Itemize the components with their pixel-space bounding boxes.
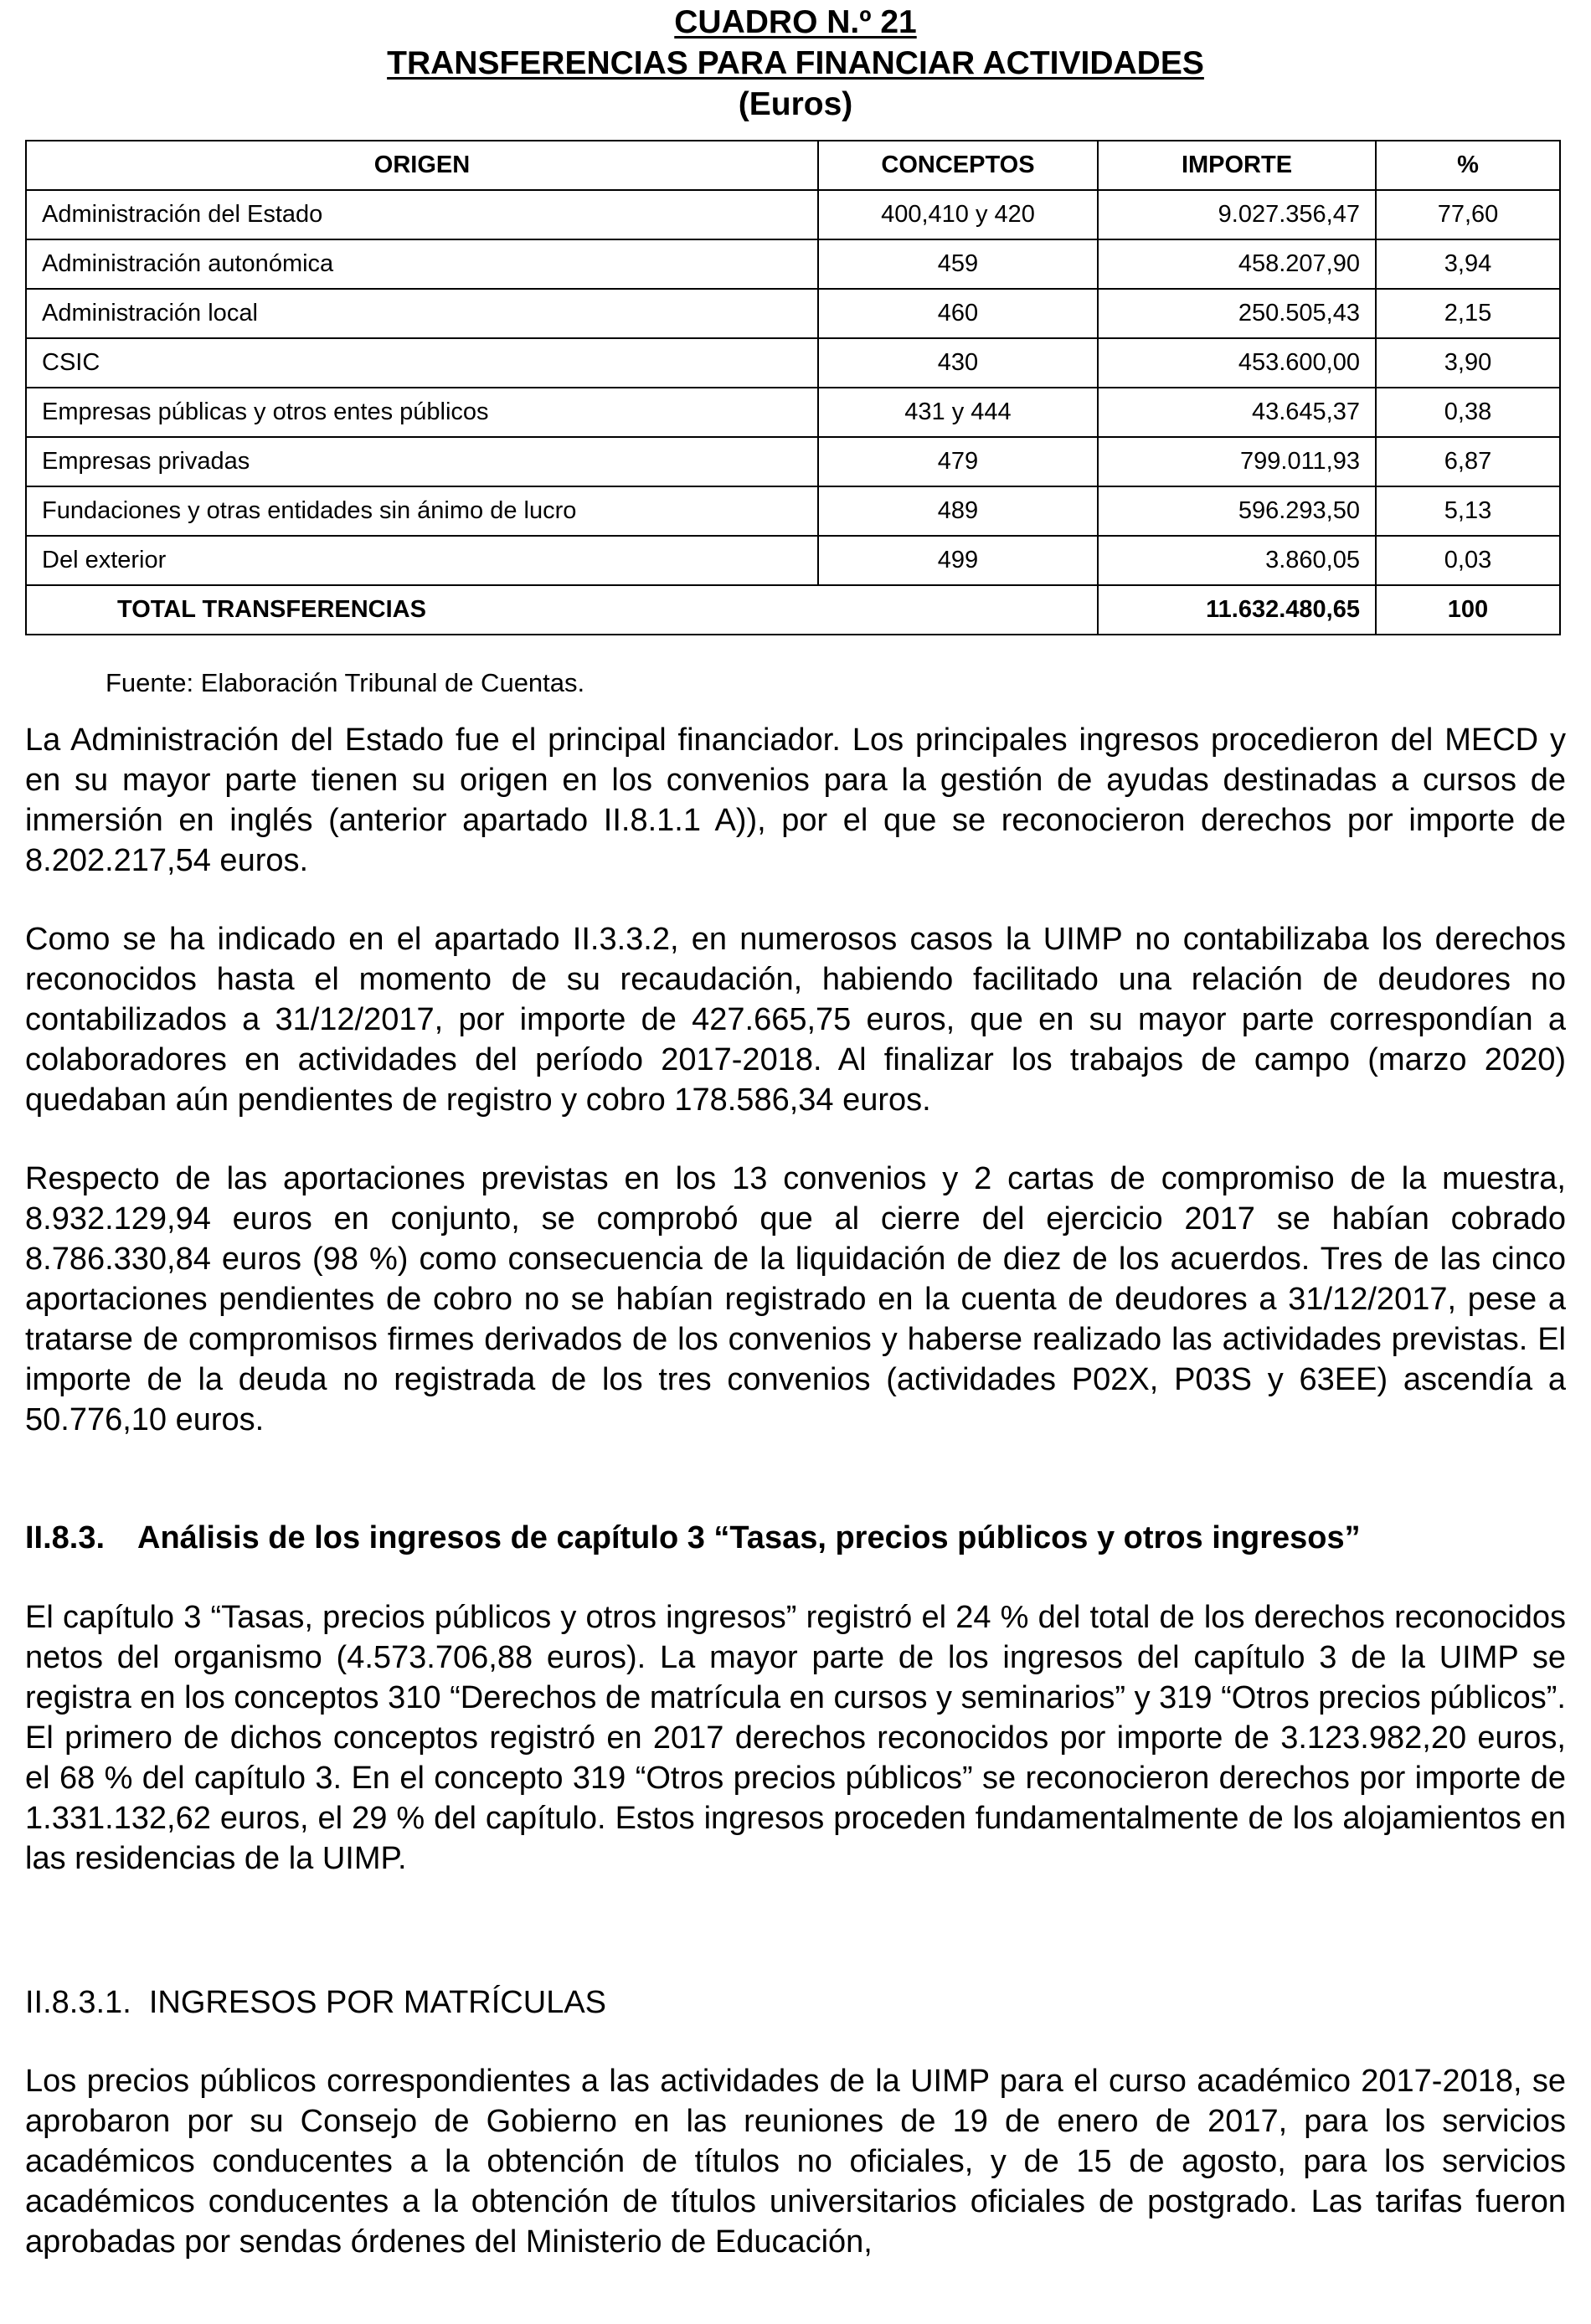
cell-origen: Fundaciones y otras entidades sin ánimo de lucro [26,486,818,536]
table-source-note: Fuente: Elaboración Tribunal de Cuentas. [106,668,585,697]
cell-origen: CSIC [26,338,818,388]
table-row [26,239,1560,289]
cell-percent: 5,13 [1376,486,1560,536]
cell-importe: 43.645,37 [1098,388,1376,437]
cell-conceptos: 499 [818,536,1098,585]
total-label: TOTAL TRANSFERENCIAS [26,585,1098,635]
subsection-heading: II.8.3.1. INGRESOS POR MATRÍCULAS [25,1985,607,2020]
cell-percent: 77,60 [1376,190,1560,239]
cell-origen: Del exterior [26,536,818,585]
table-row [26,388,1560,437]
cell-importe: 799.011,93 [1098,437,1376,486]
cell-conceptos: 431 y 444 [818,388,1098,437]
title-units: (Euros) [738,86,853,122]
table-row [26,289,1560,338]
section-number: II.8.3. [25,1520,106,1555]
cell-origen: Empresas privadas [26,437,818,486]
cell-importe: 250.505,43 [1098,289,1376,338]
section-heading [25,1518,1361,1558]
cell-importe: 458.207,90 [1098,239,1376,289]
transfers-table [25,140,1561,635]
cell-percent: 3,94 [1376,239,1560,289]
paragraph-5: Los precios públicos correspondientes a las actividades de la UIMP para el curso académico 2017-2018, se aprobaron por su Consejo de Gobierno en las reuniones de 19 de enero de 2017, para los servicios académicos conducentes a la obtención de títulos no oficiales, y de 15 de agosto, para los servicios académicos conducentes a la obtención de títulos universitarios oficiales de postgrado. Las tarifas fueron aprobadas por sendas órdenes del Ministerio de Educación, [25,2064,1566,2260]
table-row [26,190,1560,239]
cell-conceptos: 489 [818,486,1098,536]
cell-importe: 453.600,00 [1098,338,1376,388]
header-importe: IMPORTE [1098,141,1376,190]
paragraph-1: La Administración del Estado fue el principal financiador. Los principales ingresos procedieron del MECD y en su mayor parte tienen su origen en los convenios para la gestión de ayudas destinadas a cursos de inmersión en inglés (anterior apartado II.8.1.1 A)), por el que se reconocieron derechos por importe de 8.202.217,54 euros. [25,722,1566,878]
cell-percent: 0,03 [1376,536,1560,585]
cell-percent: 6,87 [1376,437,1560,486]
header-conceptos: CONCEPTOS [818,141,1098,190]
cell-importe: 9.027.356,47 [1098,190,1376,239]
cell-percent: 0,38 [1376,388,1560,437]
cell-importe: 3.860,05 [1098,536,1376,585]
total-importe: 11.632.480,65 [1098,585,1376,635]
table-header-row [26,141,1560,190]
title-number: CUADRO N.º 21 [674,4,917,40]
paragraph-3: Respecto de las aportaciones previstas en los 13 convenios y 2 cartas de compromiso de la muestra, 8.932.129,94 euros en conjunto, se comprobó que al cierre del ejercicio 2017 se habían cobrado 8.786.330,84 euros (98 %) como consecuencia de la liquidación de diez de los acuerdos. Tres de las cinco aportaciones pendientes de cobro no se habían registrado en la cuenta de deudores a 31/12/2017, pese a tratarse de compromisos firmes derivados de los convenios y haberse realizado las actividades previstas. El importe de la deuda no registrada de los tres convenios (actividades P02X, P03S y 63EE) ascendía a 50.776,10 euros. [25,1161,1566,1437]
cell-conceptos: 430 [818,338,1098,388]
cell-origen: Administración local [26,289,818,338]
table-title [0,2,1591,125]
cell-conceptos: 459 [818,239,1098,289]
cell-origen: Administración autonómica [26,239,818,289]
title-name: TRANSFERENCIAS PARA FINANCIAR ACTIVIDADES [387,45,1204,81]
total-percent: 100 [1376,585,1560,635]
paragraph-2: Como se ha indicado en el apartado II.3.3.2, en numerosos casos la UIMP no contabilizaba los derechos reconocidos hasta el momento de su recaudación, habiendo facilitado una relación de deudores no contabilizados a 31/12/2017, por importe de 427.665,75 euros, que en su mayor parte correspondían a colaboradores en actividades del período 2017-2018. Al finalizar los trabajos de campo (marzo 2020) quedaban aún pendientes de registro y cobro 178.586,34 euros. [25,922,1566,1118]
table-total-row [26,585,1560,635]
paragraph-4: El capítulo 3 “Tasas, precios públicos y otros ingresos” registró el 24 % del total de los derechos reconocidos netos del organismo (4.573.706,88 euros). La mayor parte de los ingresos del capítulo 3 de la UIMP se registra en los conceptos 310 “Derechos de matrícula en cursos y seminarios” y 319 “Otros precios públicos”. El primero de dichos conceptos registró en 2017 derechos reconocidos por importe de 3.123.982,20 euros, el 68 % del capítulo 3. En el concepto 319 “Otros precios públicos” se reconocieron derechos por importe de 1.331.132,62 euros, el 29 % del capítulo. Estos ingresos proceden fundamentalmente de los alojamientos en las residencias de la UIMP. [25,1600,1566,1876]
cell-conceptos: 460 [818,289,1098,338]
cell-percent: 2,15 [1376,289,1560,338]
cell-origen: Empresas públicas y otros entes públicos [26,388,818,437]
cell-origen: Administración del Estado [26,190,818,239]
table-row [26,338,1560,388]
table-row [26,536,1560,585]
cell-conceptos: 400,410 y 420 [818,190,1098,239]
cell-importe: 596.293,50 [1098,486,1376,536]
table-row [26,486,1560,536]
cell-conceptos: 479 [818,437,1098,486]
section-title: Análisis de los ingresos de capítulo 3 “Tasas, precios públicos y otros ingresos” [137,1520,1361,1555]
header-percent: % [1376,141,1560,190]
header-origen: ORIGEN [26,141,818,190]
table-row [26,437,1560,486]
cell-percent: 3,90 [1376,338,1560,388]
